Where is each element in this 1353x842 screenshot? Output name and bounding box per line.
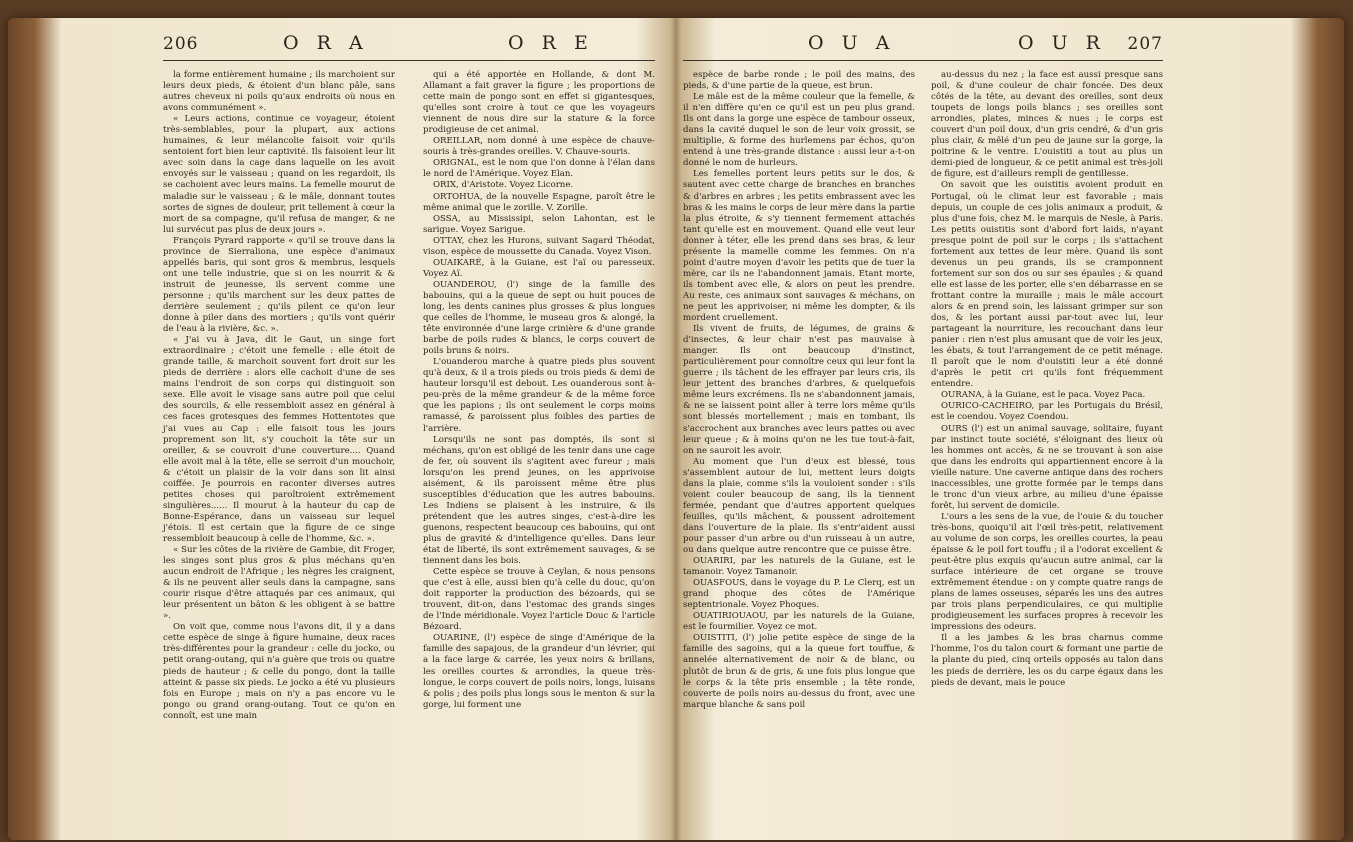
- paragraph: la forme entièrement humaine ; ils marchoient sur leurs deux pieds, & étoient d'un blanc pâle, sans autres cheveux ni poils qu'aux endroits où nous en avons communément ».: [163, 70, 395, 114]
- head-word-oua: O U A: [808, 32, 896, 54]
- dictionary-entry: ORIX, d'Aristote. Voyez Licorne.: [433, 180, 574, 191]
- paragraph: Au moment que l'un d'eux est blessé, tous s'assemblent autour de lui, mettent leurs doigts dans la plaie, comme s'ils la vouloient sonder : s'ils voient couler beaucoup de sang, ils la tiennent fermée, pendant que d'autres apportent quelques feuilles, qu'ils mâchent, & poussent adroitement dans l'ouverture de la plaie. Ils s'entr'aident aussi pour passer d'un arbre ou d'un ruisseau à un autre, ou dans quelque autre rencontre que ce puisse être.: [683, 456, 915, 556]
- paragraph: Il a les jambes & les bras charnus comme l'homme, l'os du talon court & formant une partie de la plante du pied, cinq orteils opposés au talon dans les pieds de derrière, les os du carpe égaux dans les pieds de devant, mais le pouce: [931, 633, 1163, 688]
- dictionary-entry: OTTAY, chez les Hurons, suivant Sagard Théodat, vison, espèce de moussette du Canada. Voyez Vison.: [423, 235, 655, 257]
- page-number-left: 206: [163, 34, 199, 54]
- header-rule-right: [683, 60, 1163, 61]
- dictionary-entry: OSSA, au Mississipi, selon Lahontan, est le sarigue. Voyez Sarigue.: [423, 213, 655, 235]
- paragraph: Les femelles portent leurs petits sur le dos, & sautent avec cette charge de branches en branches & d'arbres en arbres ; les petits embrassent avec les bras & les mains le corps de leur mère dans la partie la plus étroite, & s'y tiennent fermement attachés tant qu'elle est en mouvement. Quand elle veut leur donner à téter, elle les prend dans ses bras, & leur présente la mamelle comme les femmes. On n'a point d'autre moyen d'avoir les petits que de tuer la mère, car ils ne l'abandonnent jamais. Etant morte, ils tombent avec elle, & alors on peut les prendre. Au reste, ces animaux sont sauvages & méchans, on ne peut les apprivoiser, ni même les dompter, & ils mordent cruellement.: [683, 169, 915, 324]
- dictionary-entry: OREILLAR, nom donné à une espèce de chauve-souris à très-grandes oreilles. V. Chauve-souris.: [423, 136, 655, 158]
- paragraph: On voit que, comme nous l'avons dit, il y a dans cette espèce de singe à figure humaine, deux races très-différentes pour la grandeur : celle du jocko, ou petit orang-outang, qui n'a guère que trois ou quatre pieds de hauteur ; & celle du pongo, dont la taille atteint & passe six pieds. Le jocko a été vu plusieurs fois en Europe ; mais on n'y a pas encore vu le pongo ou grand orang-outang. Tout ce qu'on en connoît, est une main: [163, 622, 395, 721]
- dictionary-entry: OUARIRI, par les naturels de la Guiane, est le tamanoir. Voyez Tamanoir.: [683, 556, 915, 578]
- page-number-right: 207: [1127, 34, 1163, 54]
- right-page-column-2: [931, 70, 1163, 840]
- left-page-column-2: [423, 70, 655, 840]
- paragraph: L'ours a les sens de la vue, de l'ouie & du toucher très-bons, quoiqu'il ait l'œil très-petit, relativement au volume de son corps, les oreilles courtes, la peau épaisse & le poil fort touffu ; il a l'odorat excellent & peut-être plus exquis qu'aucun autre animal, car la surface intérieure de cet organe se trouve extrêmement étendue : on y compte quatre rangs de plans de lames osseuses, séparés les uns des autres par trois plans perpendiculaires, ce qui multiplie prodigieusement les surfaces propres à recevoir les impressions des odeurs.: [931, 511, 1163, 633]
- paragraph: L'ouanderou marche à quatre pieds plus souvent qu'à deux, & il a trois pieds ou trois pieds & demi de hauteur lorsqu'il est debout. Les ouanderous sont à-peu-près de la même grandeur & de la même force que les papions ; ils ont seulement le corps moins ramassé, & paroissent plus foibles des parties de l'arrière.: [423, 357, 655, 434]
- paragraph: François Pyrard rapporte « qu'il se trouve dans la province de Sierraliona, une espèce d'animaux appellés baris, qui sont gros & membrus, lesquels ont une telle industrie, que si on les nourrit & & instruit de jeunesse, ils servent comme une personne ; qu'ils marchent sur les deux pattes de derrière seulement ; qu'ils pilent ce qu'on leur donne à piler dans des mortiers ; qu'ils vont quérir de l'eau à la rivière, &c. ».: [163, 235, 395, 335]
- head-word-ora: O R A: [283, 32, 369, 54]
- paragraph: Le mâle est de la même couleur que la femelle, & il n'en diffère qu'en ce qu'il est un peu plus grand. Ils ont dans la gorge une espèce de tambour osseux, dans la cavité duquel le son de leur voix grossit, se multiplie, & forme des hurlemens par échos, qu'on entend à une très-grande distance : aussi leur a-t-on donné le nom de hurleurs.: [683, 92, 915, 169]
- paragraph: au-dessus du nez ; la face est aussi presque sans poil, & d'une couleur de chair foncée. Des deux côtés de la tête, au devant des oreilles, sont deux toupets de longs poils blancs ; ses oreilles sont arrondies, plates, minces & nues ; le corps est couvert d'un poil doux, d'un gris cendré, & d'un gris plus clair, & mêlé d'un peu de jaune sur la gorge, la poitrine & le ventre. L'ouistiti a tout au plus un demi-pied de longueur, & ce petit animal est très-joli de figure, est d'ailleurs rempli de gentillesse.: [931, 70, 1163, 180]
- dictionary-entry: ORIGNAL, est le nom que l'on donne à l'élan dans le nord de l'Amérique. Voyez Elan.: [423, 158, 655, 180]
- paragraph: « Leurs actions, continue ce voyageur, étoient très-semblables, pour la plupart, aux actions humaines, & leur mélancolie faisoit voir qu'ils sentoient fort bien leur captivité. Ils faisoient leur lit avec soin dans la cage dans laquelle on les avoit envoyés sur le vaisseau ; quand on les regardoit, ils se cachoient avec leurs mains. La femelle mourut de maladie sur le vaisseau ; & le mâle, donnant toutes sortes de signes de douleur, prit tellement à cœur la mort de sa compagne, qu'il refusa de manger, & ne lui survécut pas plus de deux jours ».: [163, 114, 395, 235]
- dictionary-entry: OUISTITI, (l') jolie petite espèce de singe de la famille des sagoins, qui a la queue fort touffue, & annelée alternativement de noir & de blanc, ou plutôt de brun & de gris, & une fois plus longue que le corps & la tête pris ensemble ; la tête ronde, couverte de poils noirs au-dessus du front, avec une marque blanche & sans poil: [683, 633, 915, 710]
- dictionary-entry: OUARINE, (l') espèce de singe d'Amérique de la famille des sapajous, de la grandeur d'un lévrier, qui a la face large & carrée, les yeux noirs & brillans, les oreilles courtes & arrondies, la queue très-longue, le corps couvert de poils noirs, longs, luisans & polis ; des poils plus longs sous le menton & sur la gorge, lui forment une: [423, 633, 655, 710]
- head-word-our: O U R: [1018, 32, 1106, 54]
- dictionary-entry: OUAIKARÉ, à la Guiane, est l'aï ou paresseux. Voyez Aï.: [423, 257, 655, 279]
- paragraph: Lorsqu'ils ne sont pas domptés, ils sont si méchans, qu'on est obligé de les tenir dans une cage de fer, où souvent ils s'agitent avec fureur ; mais lorsqu'on les prend jeunes, on les apprivoise aisément, & ils paroissent même être plus susceptibles d'éducation que les autres babouins. Les Indiens se plaisent à les instruire, & ils prétendent que les autres singes, c'est-à-dire les guenons, respectent beaucoup ces babouins, qui ont plus de gravité & d'intelligence qu'elles. Dans leur état de liberté, ils sont extrêmement sauvages, & se tiennent dans les bois.: [423, 434, 655, 567]
- dictionary-entry: ORTOHUA, de la nouvelle Espagne, paroît être le même animal que le zorille. V. Zorille.: [423, 191, 655, 213]
- paragraph: Cette espèce se trouve à Ceylan, & nous pensons que c'est à elle, aussi bien qu'à celle du douc, qu'on doit rapporter la production des bézoards, qui se trouvent, dit-on, dans l'estomac des grands singes de l'Inde méridionale. Voyez l'article Douc & l'article Bézoard.: [423, 567, 655, 633]
- running-head-right: [683, 32, 1163, 60]
- running-head-left: [163, 32, 655, 60]
- header-rule-left: [163, 60, 655, 61]
- left-page-column-1: [163, 70, 395, 840]
- paragraph: On savoit que les ouistitis avoient produit en Portugal, où le climat leur est favorable ; mais depuis, un couple de ces jolis animaux a produit, & plus d'une fois, chez M. le marquis de Nesle, à Paris. Les petits ouistitis sont d'abord fort laids, n'ayant presque point de poil sur le corps ; ils s'attachent fortement aux tettes de leur mère. Quand ils sont devenus un peu grands, ils se cramponnent fortement sur son dos ou sur ses épaules ; & quand elle est lasse de les porter, elle s'en débarrasse en se frottant contre la muraille ; mais le mâle accourt alors & en prend soin, les laissant grimper sur son dos, & les portant aussi par-tout avec lui, leur partageant la nourriture, les recouchant dans leur panier : rien n'est plus amusant que de voir les jeux, les ébats, & tout l'arrangement de ce petit ménage. Il paroît que le nom d'ouistiti leur a été donné d'après le petit cri qu'ils font fréquemment entendre.: [931, 180, 1163, 390]
- dictionary-entry: OUASFOUS, dans le voyage du P. Le Clerq, est un grand phoque des côtes de l'Amérique septentrionale. Voyez Phoques.: [683, 578, 915, 611]
- dictionary-entry: OUANDEROU, (l') singe de la famille des babouins, qui a la queue de sept ou huit pouces de long, les dents canines plus grosses & plus longues que celles de l'homme, le museau gros & alongé, la tête environnée d'une large crinière & d'une grande barbe de poils rudes & blancs, le corps couvert de poils bruns & noirs.: [423, 279, 655, 357]
- head-word-ore: O R E: [508, 32, 594, 54]
- paragraph: « J'ai vu à Java, dit le Gaut, un singe fort extraordinaire ; c'étoit une femelle : elle étoit de grande taille, & marchoit souvent fort droit sur les pieds de derrière : alors elle cachoit d'une de ses mains l'endroit de son corps qui distinguoit son sexe. Elle avoit le visage sans autre poil que celui des sourcils, & elle ressembloit assez en général à ces faces grotesques des femmes Hottentotes que j'ai vues au Cap : elle faisoit tous les jours proprement son lit, s'y couchoit la tête sur un oreiller, & se couvroit d'une couverture.... Quand elle avoit mal à la tête, elle se serroit d'un mouchoir, & c'étoit un plaisir de la voir dans son lit ainsi coiffée. Je pourrois en raconter diverses autres petites choses qui paroîtroient extrêmement singulières...... Il mourut à la hauteur du cap de Bonne-Espérance, dans un vaisseau sur lequel j'étois. Il est certain que la figure de ce singe ressembloit beaucoup à celle de l'homme, &c. ».: [163, 335, 395, 544]
- paragraph: qui a été apportée en Hollande, & dont M. Allamant a fait graver la figure ; les proportions de cette main de pongo sont en effet si gigantesques, qu'elles sont croire à tout ce que les voyageurs viennent de nous dire sur la stature & la force prodigieuse de cet animal.: [423, 70, 655, 136]
- paragraph: « Sur les côtes de la rivière de Gambie, dit Froger, les singes sont plus gros & plus méchans qu'en aucun endroit de l'Afrique ; les nègres les craignent, & ils ne peuvent aller seuls dans la campagne, sans courir risque d'être attaqués par ces animaux, qui leur présentent un bâton & les obligent à se battre ».: [163, 545, 395, 622]
- dictionary-entry: OURANA, à la Guiane, est le paca. Voyez Paca.: [941, 390, 1146, 401]
- dictionary-entry: OURS (l') est un animal sauvage, solitaire, fuyant par instinct toute société, s'éloignant des lieux où les hommes ont accès, & ne se trouvant à son aise que dans les endroits qui appartiennent encore à la vieille nature. Une caverne antique dans des rochers inaccessibles, une grotte formée par le temps dans le tronc d'un vieux arbre, au milieu d'une épaisse forêt, lui servent de domicile.: [931, 423, 1163, 511]
- right-page-column-1: [683, 70, 915, 840]
- right-page: [683, 32, 1163, 840]
- paragraph: espèce de barbe ronde ; le poil des mains, des pieds, & d'une partie de la queue, est brun.: [683, 70, 915, 92]
- open-book: [8, 18, 1344, 840]
- dictionary-entry: OUATIRIOUAOU, par les naturels de la Guiane, est le fourmilier. Voyez ce mot.: [683, 611, 915, 633]
- left-page: [163, 32, 655, 840]
- dictionary-entry: OURICO-CACHEIRO, par les Portugais du Brésil, est le coendou. Voyez Coendou.: [931, 401, 1163, 423]
- paragraph: Ils vivent de fruits, de légumes, de grains & d'insectes, & leur chair n'est pas mauvaise à manger. Ils ont beaucoup d'instinct, particulièrement pour connoître ceux qui leur font la guerre ; ils tâchent de les effrayer par leurs cris, ils leur jettent des branches d'arbres, & quelquefois même leurs excrémens. Ils ne s'abandonnent jamais, & ne se laissent point aller à terre lors même qu'ils sont blessés mortellement ; mais en tombant, ils s'accrochent aux branches avec leurs pattes ou avec leur queue ; & à moins qu'on ne les tue tout-à-fait, on ne sauroit les avoir.: [683, 324, 915, 456]
